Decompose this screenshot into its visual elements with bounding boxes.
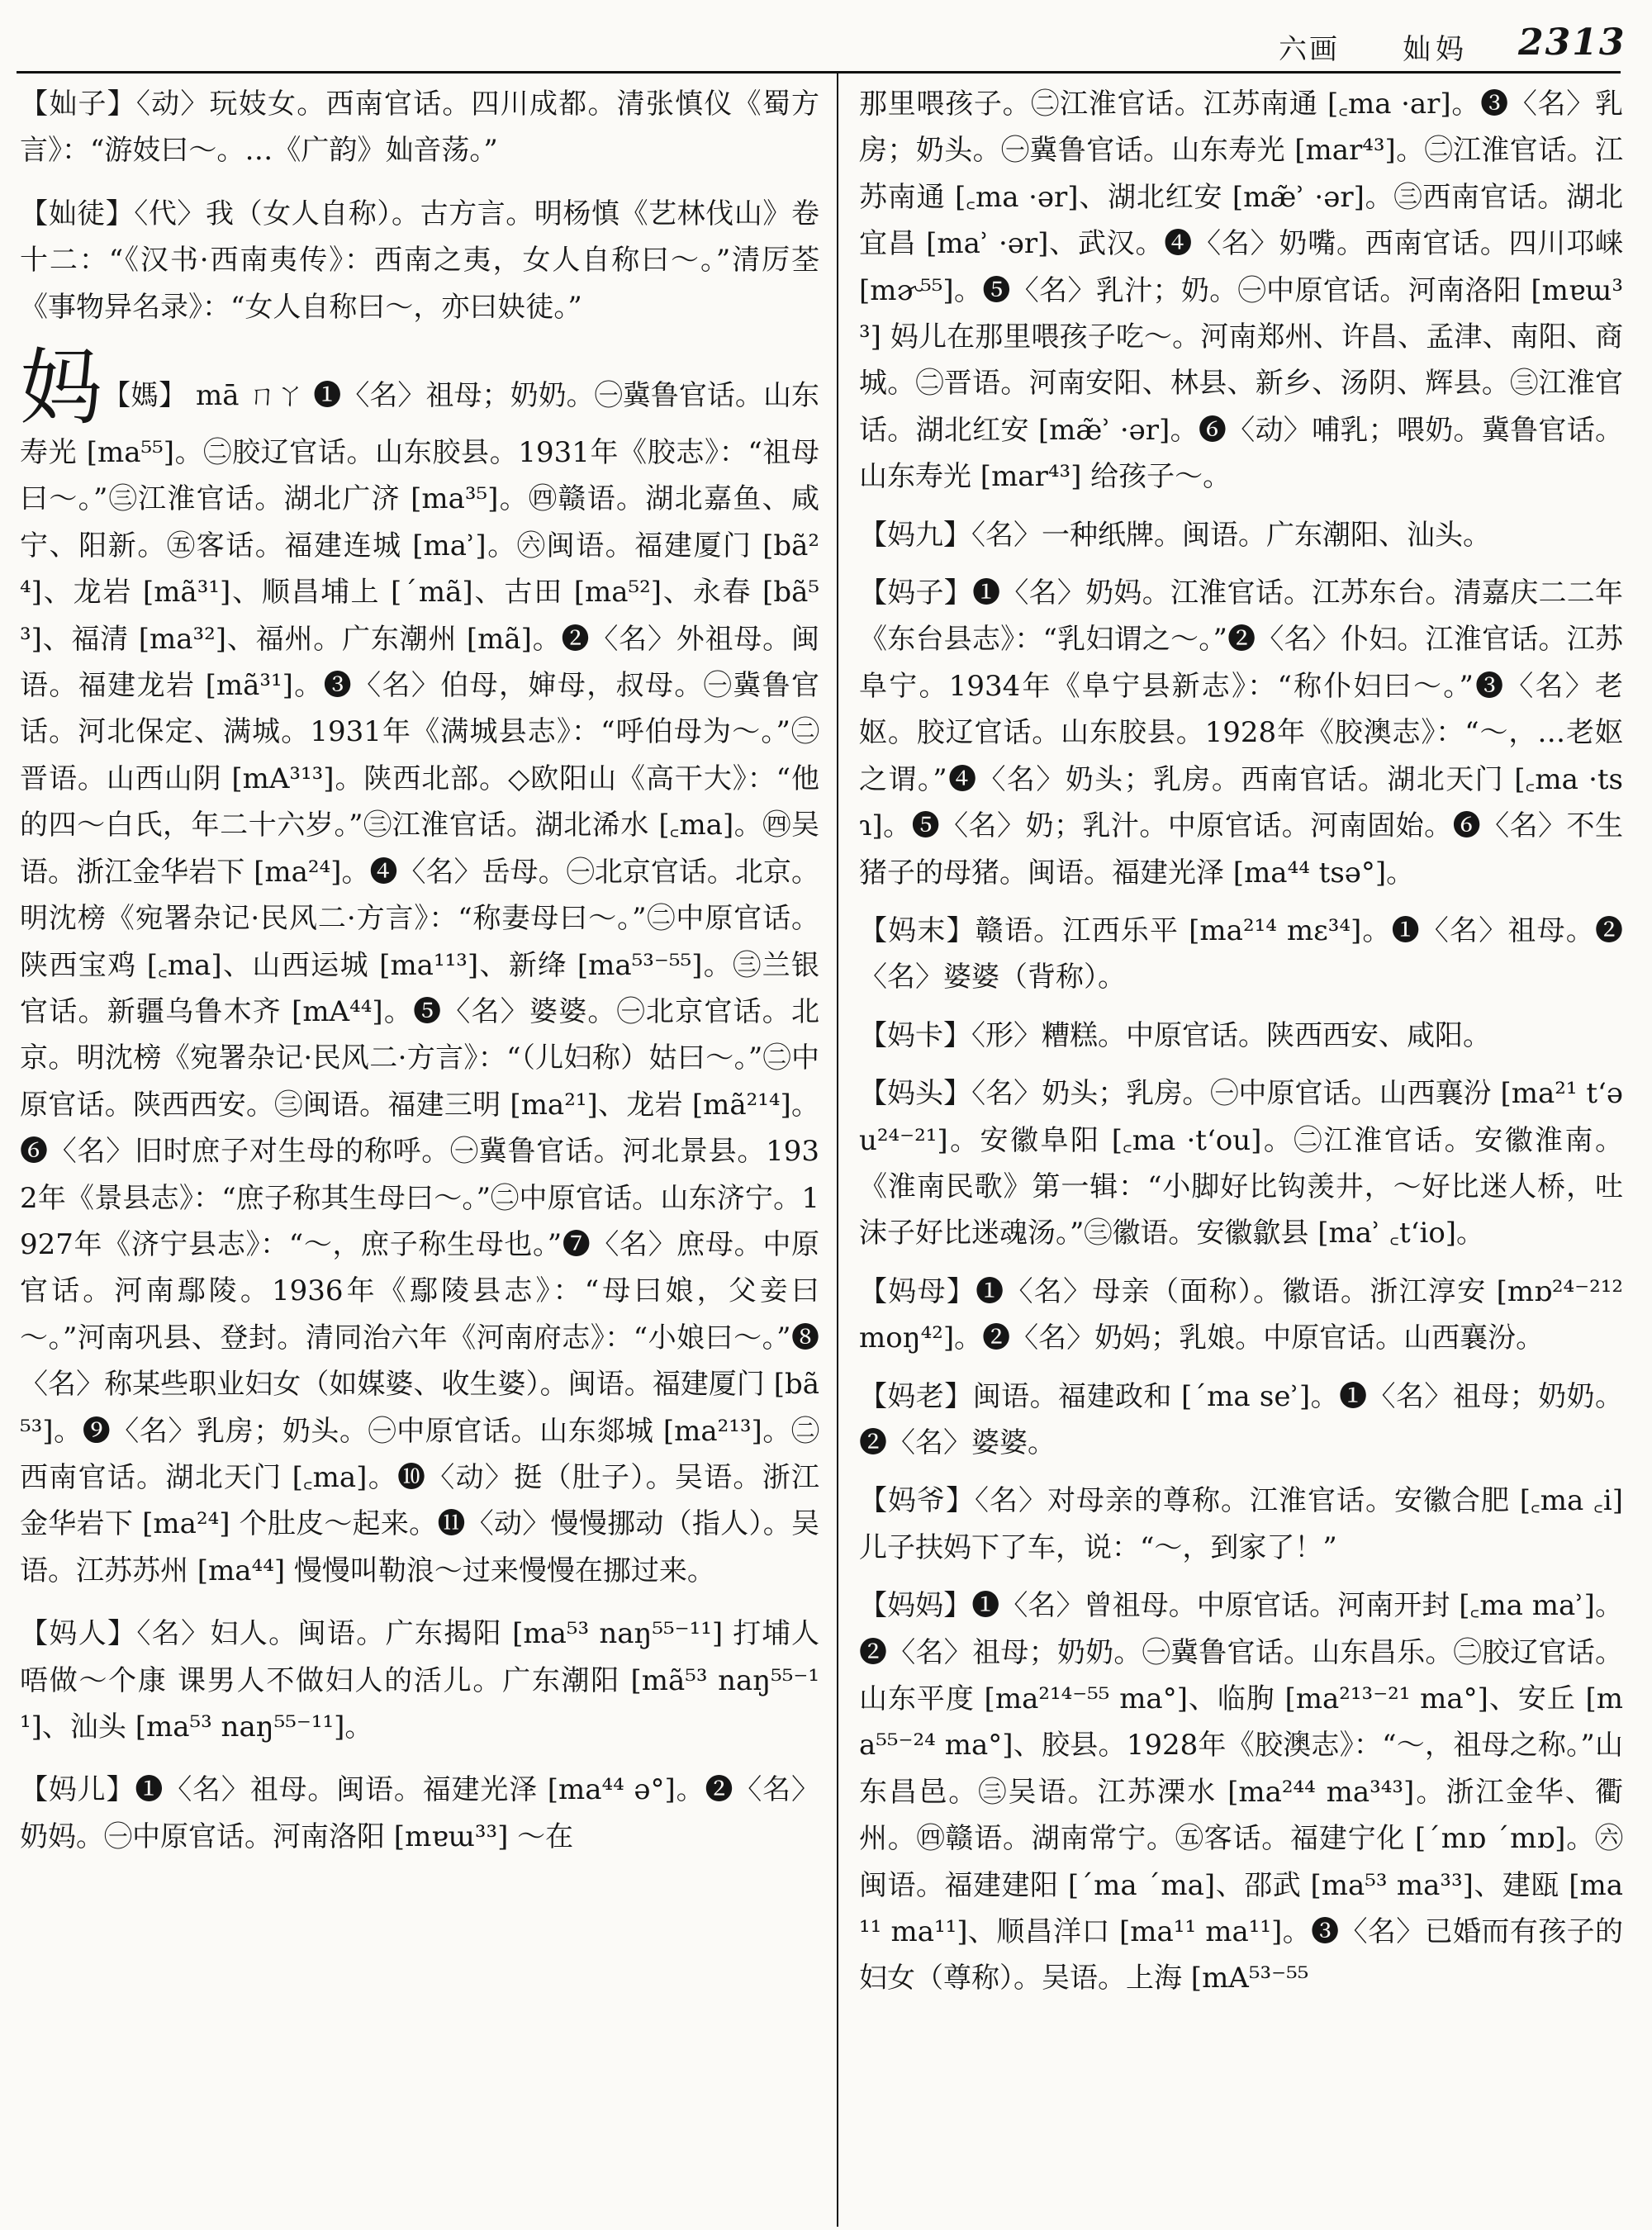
header-rule: [17, 71, 1621, 74]
dictionary-entry: 【妈爷】〈名〉对母亲的尊称。江淮官话。安徽合肥 [꜀ma ꜀i] 儿子扶妈下了车，说：“～，到家了！”: [859, 1484, 1623, 1564]
dictionary-entry: 【妈母】❶〈名〉母亲（面称）。徽语。浙江淳安 [mɒ²⁴⁻²¹² moŋ⁴²]。❷〈名〉奶妈；乳娘。中原官话。山西襄汾。: [859, 1274, 1623, 1355]
dictionary-entry: 【妈卡】〈形〉糟糕。中原官话。陕西西安、咸阳。: [859, 1018, 1491, 1052]
dictionary-entry: 【妈头】〈名〉奶头；乳房。㊀中原官话。山西襄汾 [ma²¹ tʻəu²⁴⁻²¹]。安徽阜阳 [꜀ma ·tʻou]。㊁江淮官话。安徽淮南。《淮南民歌》第一辑：“小脚好比钩羡井，～好比迷人桥，吐沫子好比迷魂汤。”㊂徽语。安徽歙县 [maʾ ꜀tʻio]。: [859, 1077, 1623, 1250]
dictionary-entry: 【妈老】闽语。福建政和 [ˊma seʾ]。❶〈名〉祖母；奶奶。❷〈名〉婆婆。: [859, 1379, 1623, 1459]
dictionary-entry: 【妈人】〈名〉妇人。闽语。广东揭阳 [ma⁵³ naŋ⁵⁵⁻¹¹] 打埔人唔做～个康 课男人不做妇人的活儿。广东潮阳 [mã⁵³ naŋ⁵⁵⁻¹¹]、汕头 [ma⁵³ naŋ⁵⁵⁻¹¹]。: [20, 1617, 819, 1744]
section-label: 六画: [1279, 33, 1340, 66]
page-header: [1279, 12, 1626, 71]
left-column: [20, 81, 819, 2227]
dictionary-entry: 【妈儿】❶〈名〉祖母。闽语。福建光泽 [ma⁴⁴ ə°]。❷〈名〉奶妈。㊀中原官话。河南洛阳 [mɐɯ³³] ～在: [20, 1773, 819, 1853]
dictionary-entry: 【妈末】赣语。江西乐平 [ma²¹⁴ mɛ³⁴]。❶〈名〉祖母。❷〈名〉婆婆（背称）。: [859, 913, 1623, 994]
dictionary-entry: 【妈妈】❶〈名〉曾祖母。中原官话。河南开封 [꜀ma maʾ]。❷〈名〉祖母；奶奶。㊀冀鲁官话。山东昌乐。㊁胶辽官话。山东平度 [ma²¹⁴⁻⁵⁵ ma°]、临朐 [ma²¹³⁻²¹ ma°]、安丘 [ma⁵⁵⁻²⁴ ma°]、胶县。1928年《胶澳志》：“～，祖母之称。”山东昌邑。㊂吴语。江苏溧水 [ma²⁴⁴ ma³⁴³]。浙江金华、衢州。㊃赣语。湖南常宁。㊄客话。福建宁化 [ˊmɒ ˊmɒ]。㊅闽语。福建建阳 [ˊma ˊma]、邵武 [ma⁵³ ma³³]、建瓯 [ma¹¹ ma¹¹]、顺昌洋口 [ma¹¹ ma¹¹]。❸〈名〉已婚而有孩子的妇女（尊称）。吴语。上海 [mA⁵³⁻⁵⁵: [859, 1589, 1623, 1995]
dictionary-entry-continued: 那里喂孩子。㊁江淮官话。江苏南通 [꜀ma ·ar]。❸〈名〉乳房；奶头。㊀冀鲁官话。山东寿光 [mar⁴³]。㊁江淮官话。江苏南通 [꜀ma ·ər]、湖北红安 [mæ̃ʾ ·ər]。㊂西南官话。湖北宜昌 [maʾ ·ər]、武汉。❹〈名〉奶嘴。西南官话。四川邛崃 [mɚ⁵⁵]。❺〈名〉乳汁；奶。㊀中原官话。河南洛阳 [mɐɯ³³] 妈儿在那里喂孩子吃～。河南郑州、许昌、孟津、南阳、商城。㊁晋语。河南安阳、林县、新乡、汤阴、辉县。㊂江淮官话。湖北红安 [mæ̃ʾ ·ər]。❻〈动〉哺乳；喂奶。冀鲁官话。山东寿光 [mar⁴³] 给孩子～。: [859, 88, 1623, 494]
dictionary-entry: 【妈子】❶〈名〉奶妈。江淮官话。江苏东台。清嘉庆二二年《东台县志》：“乳妇谓之～。”❷〈名〉仆妇。江淮官话。江苏阜宁。1934年《阜宁县新志》：“称仆妇曰～。”❸〈名〉老妪。胶辽官话。山东胶县。1928年《胶澳志》：“～，…老妪之谓。”❹〈名〉奶头；乳房。西南官话。湖北天门 [꜀ma ·tsɿ]。❺〈名〉奶；乳汁。中原官话。河南固始。❻〈名〉不生猪子的母猪。闽语。福建光泽 [ma⁴⁴ tsə°]。: [859, 576, 1623, 890]
dictionary-entry-main: [20, 339, 819, 1594]
main-character: 妈: [20, 339, 103, 437]
right-column: [859, 81, 1623, 2227]
running-headword: 奾妈: [1403, 33, 1469, 66]
dictionary-entry: 【奾徒】〈代〉我（女人自称）。古方言。明杨慎《艺林伐山》卷十二：“《汉书·西南夷传》：西南之夷，女人自称曰～。”清厉荃《事物异名录》：“女人自称曰～，亦曰妜徒。”: [20, 197, 819, 324]
column-divider: [837, 71, 838, 2227]
page-number: 2313: [1518, 21, 1626, 64]
main-entry-text: 【媽】 mā ㄇㄚ ❶〈名〉祖母；奶奶。㊀冀鲁官话。山东寿光 [ma⁵⁵]。㊁胶辽官话。山东胶县。1931年《胶志》：“祖母曰～。”㊂江淮官话。湖北广济 [ma³⁵]。㊃赣语。湖北嘉鱼、咸宁、阳新。㊄客话。福建连城 [maʾ]。㊅闽语。福建厦门 [bã²⁴]、龙岩 [mã³¹]、顺昌埔上 [ˊmã]、古田 [ma⁵²]、永春 [bã⁵³]、福清 [ma³²]、福州。广东潮州 [mã]。❷〈名〉外祖母。闽语。福建龙岩 [mã³¹]。❸〈名〉伯母，婶母，叔母。㊀冀鲁官话。河北保定、满城。1931年《满城县志》：“呼伯母为～。”㊁晋语。山西山阴 [mA³¹³]。陕西北部。◇欧阳山《高干大》：“他的四～白氏，年二十六岁。”㊂江淮官话。湖北浠水 [꜀ma]。㊃吴语。浙江金华岩下 [ma²⁴]。❹〈名〉岳母。㊀北京官话。北京。明沈榜《宛署杂记·民风二·方言》：“称妻母曰～。”㊁中原官话。陕西宝鸡 [꜀ma]、山西运城 [ma¹¹³]、新绛 [ma⁵³⁻⁵⁵]。㊂兰银官话。新疆乌鲁木齐 [mA⁴⁴]。❺〈名〉婆婆。㊀北京官话。北京。明沈榜《宛署杂记·民风二·方言》：“（儿妇称）姑曰～。”㊁中原官话。陕西西安。㊂闽语。福建三明 [ma²¹]、龙岩 [mã²¹⁴]。❻〈名〉旧时庶子对生母的称呼。㊀冀鲁官话。河北景县。1932年《景县志》：“庶子称其生母曰～。”㊁中原官话。山东济宁。1927年《济宁县志》：“～，庶子称生母也。”❼〈名〉庶母。中原官话。河南鄢陵。1936年《鄢陵县志》：“母曰娘，父妾曰～。”河南巩县、登封。清同治六年《河南府志》：“小娘曰～。”❽〈名〉称某些职业妇女（如媒婆、收生婆）。闽语。福建厦门 [bã⁵³]。❾〈名〉乳房；奶头。㊀中原官话。山东郯城 [ma²¹³]。㊁西南官话。湖北天门 [꜀ma]。❿〈动〉挺（肚子）。吴语。浙江金华岩下 [ma²⁴] 个肚皮～起来。⓫〈动〉慢慢挪动（指人）。吴语。江苏苏州 [ma⁴⁴] 慢慢叫勒浪～过来慢慢在挪过来。: [20, 379, 819, 1587]
dictionary-entry: 【奾子】〈动〉玩妓女。西南官话。四川成都。清张慎仪《蜀方言》：“游妓曰～。…《广韵》奾音荡。”: [20, 88, 819, 168]
dictionary-entry: 【妈九】〈名〉一种纸牌。闽语。广东潮阳、汕头。: [859, 518, 1491, 552]
